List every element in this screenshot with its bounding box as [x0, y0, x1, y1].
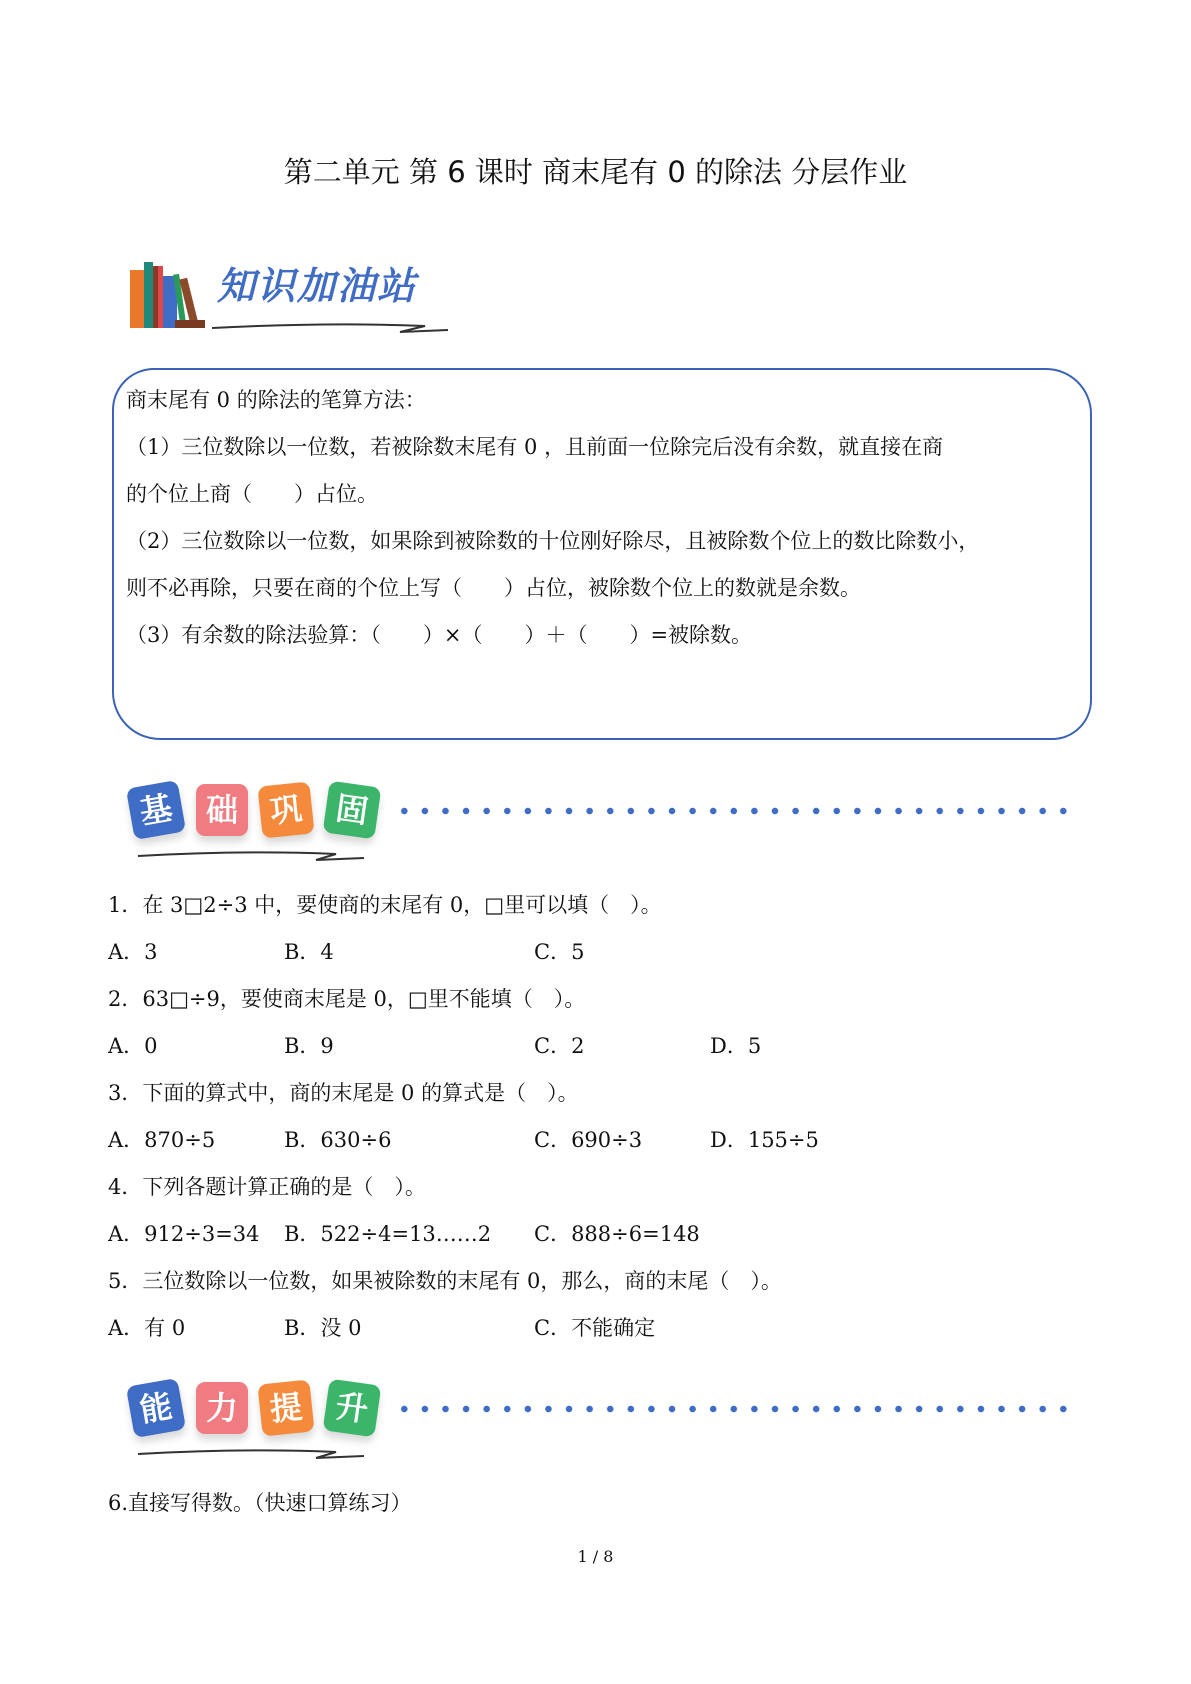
section-header-knowledge: [125, 262, 525, 342]
option: A．912÷3=34: [108, 1222, 260, 1246]
knowledge-line: 的个位上商（ ）占位。: [126, 482, 378, 506]
question-stem: 2．63□÷9，要使商末尾是 0，□里不能填（ ）。: [108, 987, 586, 1011]
tile-char: 固: [323, 781, 382, 840]
option: B．4: [284, 940, 334, 964]
option: A．有 0: [108, 1316, 186, 1340]
section-header-advanced: [126, 1382, 386, 1462]
knowledge-line: （2）三位数除以一位数，如果除到被除数的十位刚好除尽，且被除数个位上的数比除数小，: [126, 529, 980, 553]
option: A．870÷5: [108, 1128, 216, 1152]
option: A．3: [108, 940, 158, 964]
tile-char: 能: [126, 1378, 186, 1438]
option-row: [108, 1219, 1108, 1249]
option: B．没 0: [284, 1316, 362, 1340]
underline-swoosh: [136, 848, 366, 862]
question-stem: 6.直接写得数。（快速口算练习）: [108, 1491, 412, 1515]
tile-char: 升: [323, 1379, 382, 1438]
page-number: 1 / 8: [577, 1547, 614, 1566]
knowledge-line: 则不必再除，只要在商的个位上写（ ）占位，被除数个位上的数就是余数。: [126, 576, 861, 600]
tile-char: 巩: [257, 781, 314, 838]
section-title-knowledge: 知识加油站: [217, 264, 418, 308]
option: C．2: [534, 1034, 585, 1058]
underline-swoosh: [136, 1446, 366, 1460]
option: A．0: [108, 1034, 158, 1058]
question-stem: 5．三位数除以一位数，如果被除数的末尾有 0，那么，商的末尾（ ）。: [108, 1269, 782, 1293]
option-row: [108, 937, 1108, 967]
tile-char: 力: [196, 1382, 248, 1434]
tile-char: 基: [126, 780, 186, 840]
knowledge-line: （3）有余数的除法验算：（ ）×（ ）＋（ ）=被除数。: [126, 623, 753, 647]
knowledge-line: （1）三位数除以一位数，若被除数末尾有 0 ，且前面一位除完后没有余数，就直接在商: [126, 435, 944, 459]
option: D．5: [710, 1034, 762, 1058]
books-icon: [125, 262, 205, 328]
question-list: [108, 890, 1108, 1360]
question-stem: 4．下列各题计算正确的是（ ）。: [108, 1175, 426, 1199]
knowledge-lines: [126, 385, 1081, 667]
option: B．9: [284, 1034, 334, 1058]
underline-swoosh: [210, 318, 450, 334]
tile-char: 础: [196, 784, 248, 836]
dotted-divider: [394, 1404, 1074, 1414]
dotted-divider: [394, 806, 1074, 816]
option: C．690÷3: [534, 1128, 643, 1152]
option: D．155÷5: [710, 1128, 819, 1152]
option: B．522÷4=13……2: [284, 1222, 492, 1246]
tile-char: 提: [257, 1379, 314, 1436]
option: B．630÷6: [284, 1128, 392, 1152]
option-row: [108, 1125, 1108, 1155]
option-row: [108, 1031, 1108, 1061]
option: C．不能确定: [534, 1316, 656, 1340]
option: C．888÷6=148: [534, 1222, 700, 1246]
option: C．5: [534, 940, 585, 964]
page-title: 第二单元 第 6 课时 商末尾有 0 的除法 分层作业: [283, 155, 908, 189]
question-stem: 3．下面的算式中，商的末尾是 0 的算式是（ ）。: [108, 1081, 579, 1105]
question-stem: 1．在 3□2÷3 中，要使商的末尾有 0，□里可以填（ ）。: [108, 893, 662, 917]
option-row: [108, 1313, 1108, 1343]
section-header-basic: [126, 784, 386, 864]
knowledge-line: 商末尾有 0 的除法的笔算方法：: [126, 388, 426, 412]
